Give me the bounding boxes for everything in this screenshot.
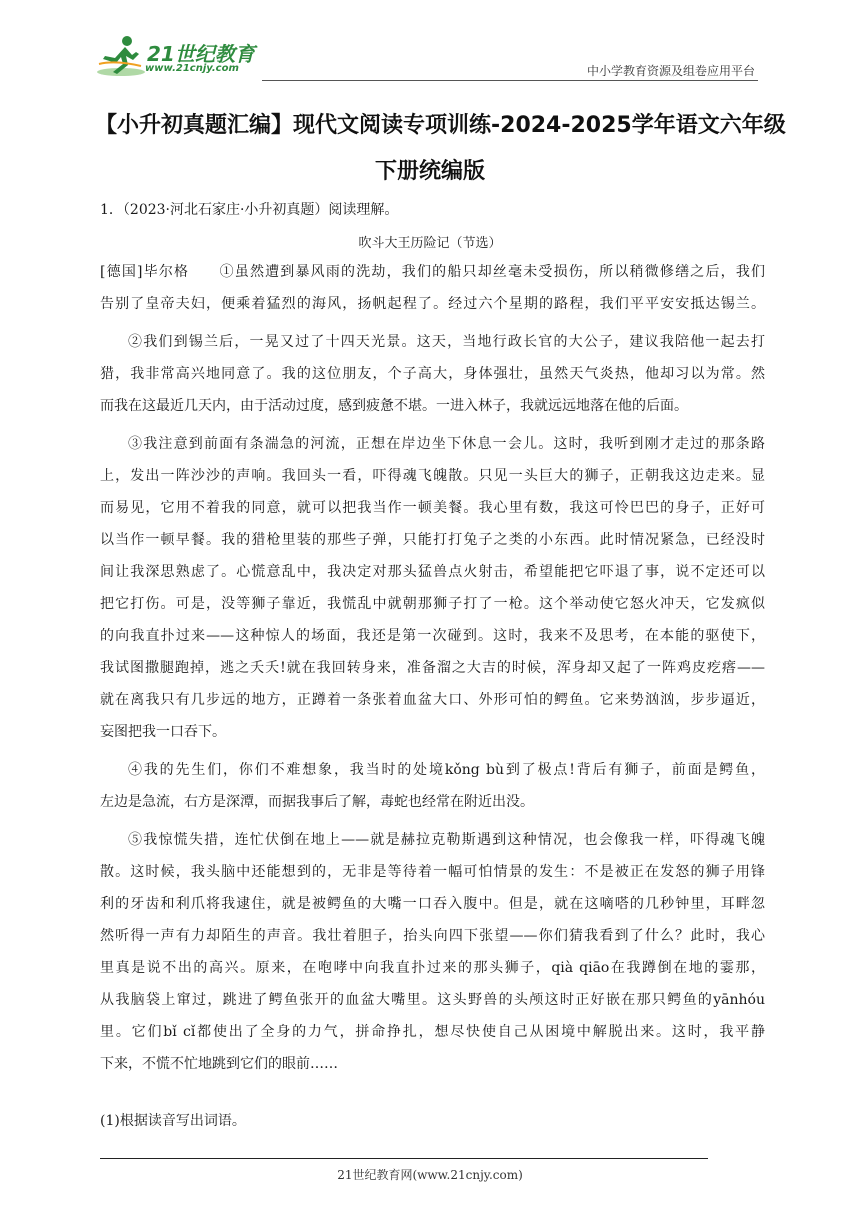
runner-logo-icon xyxy=(95,34,147,78)
article-line: 以当作一顿早餐。我的猎枪里装的那些子弹，只能打打兔子之类的小东西。此时情况紧急，已经没时 xyxy=(100,532,765,548)
logo-url: www.21cnjy.com xyxy=(145,63,239,74)
article-line: 然听得一声有力却陌生的声音。我壮着胆子，抬头向四下张望——你们猜我看到了什么？此时，我心 xyxy=(100,928,765,944)
logo-brand-text: 世纪教育 xyxy=(174,42,255,66)
article-line: 里。它们bǐ cǐ都使出了全身的力气，拼命挣扎，想尽快使自己从困境中解脱出来。这时，我平静 xyxy=(100,1024,765,1040)
article-line: 从我脑袋上窜过，跳进了鳄鱼张开的血盆大嘴里。这头野兽的头颅这时正好嵌在那只鳄鱼的yānhóu xyxy=(100,992,765,1008)
article-line: 里真是说不出的高兴。原来，在咆哮中向我直扑过来的那头狮子，qià qiāo在我蹲倒在地的霎那， xyxy=(100,960,765,976)
article-line: 间让我深思熟虑了。心慌意乱中，我决定对那头猛兽点火射击，希望能把它吓退了事，说不定还可以 xyxy=(100,564,765,580)
article-line: [德国]毕尔格 ①虽然遭到暴风雨的洗劫，我们的船只却丝毫未受损伤，所以稍微修缮之后，我们 xyxy=(100,264,765,280)
article-line: 左边是急流，右方是深潭，而据我事后了解，毒蛇也经常在附近出没。 xyxy=(100,794,534,810)
sub-question-1: (1)根据读音写出词语。 xyxy=(100,1113,246,1129)
article-line: 散。这时候，我头脑中还能想到的，无非是等待着一幅可怕情景的发生：不是被正在发怒的狮子用锋 xyxy=(100,864,765,880)
question-heading: 1．（2023·河北石家庄·小升初真题）阅读理解。 xyxy=(100,202,399,218)
article-line: 把它打伤。可是，没等狮子靠近，我慌乱中就朝那狮子打了一枪。这个举动使它怒火冲天，它发疯似 xyxy=(100,596,765,612)
article-title: 吹斗大王历险记（节选） xyxy=(358,236,502,251)
article-line: 妄图把我一口吞下。 xyxy=(100,724,226,740)
platform-label: 中小学教育资源及组卷应用平台 xyxy=(586,64,755,78)
article-line: 的向我直扑过来——这种惊人的场面，我还是第一次碰到。这时，我来不及思考，在本能的驱使下， xyxy=(100,628,765,644)
document-title-line-1: 【小升初真题汇编】现代文阅读专项训练-2024-2025学年语文六年级 xyxy=(95,113,786,138)
article-line: ④我的先生们，你们不难想象，我当时的处境kǒng bù到了极点!背后有狮子，前面是鳄鱼， xyxy=(128,762,765,778)
article-line: 下来，不慌不忙地跳到它们的眼前…… xyxy=(100,1056,338,1072)
footer-divider xyxy=(100,1158,708,1159)
header-divider xyxy=(262,80,758,81)
site-logo[interactable] xyxy=(95,34,265,80)
article-line: 而易见，它用不着我的同意，就可以把我当作一顿美餐。我心里有数，我这可怜巴巴的身子，正好可 xyxy=(100,500,765,516)
article-line: ③我注意到前面有条湍急的河流，正想在岸边坐下休息一会儿。这时，我听到刚才走过的那条路 xyxy=(128,436,765,452)
article-line: 我试图撒腿跑掉，逃之夭夭!就在我回转身来，准备溜之大吉的时候，浑身却又起了一阵鸡皮疙瘩—— xyxy=(100,660,765,676)
page-footer: 21世纪教育网(www.21cnjy.com) xyxy=(337,1168,523,1182)
article-line: 上，发出一阵沙沙的声响。我回头一看，吓得魂飞魄散。只见一头巨大的狮子，正朝我这边走来。显 xyxy=(100,468,765,484)
article-line: 猎，我非常高兴地同意了。我的这位朋友，个子高大，身体强壮，虽然天气炎热，他却习以为常。然 xyxy=(100,366,765,382)
article-line: 利的牙齿和利爪将我逮住，就是被鳄鱼的大嘴一口吞入腹中。但是，就在这嘀嗒的几秒钟里，耳畔忽 xyxy=(100,896,765,912)
logo-brand-number: 21 xyxy=(147,42,175,66)
article-line: 告别了皇帝夫妇，便乘着猛烈的海风，扬帆起程了。经过六个星期的路程，我们平平安安抵达锡兰。 xyxy=(100,296,765,312)
article-line: ⑤我惊慌失措，连忙伏倒在地上——就是赫拉克勒斯遇到这种情况，也会像我一样，吓得魂飞魄 xyxy=(128,832,765,848)
article-line: ②我们到锡兰后，一晃又过了十四天光景。这天，当地行政长官的大公子，建议我陪他一起去打 xyxy=(128,334,765,350)
article-line: 就在离我只有几步远的地方，正蹲着一条张着血盆大口、外形可怕的鳄鱼。它来势汹汹，步步逼近， xyxy=(100,692,765,708)
page-header xyxy=(0,0,860,90)
article-line: 而我在这最近几天内，由于活动过度，感到疲惫不堪。一进入林子，我就远远地落在他的后面。 xyxy=(100,398,688,414)
document-title-line-2: 下册统编版 xyxy=(374,159,485,184)
